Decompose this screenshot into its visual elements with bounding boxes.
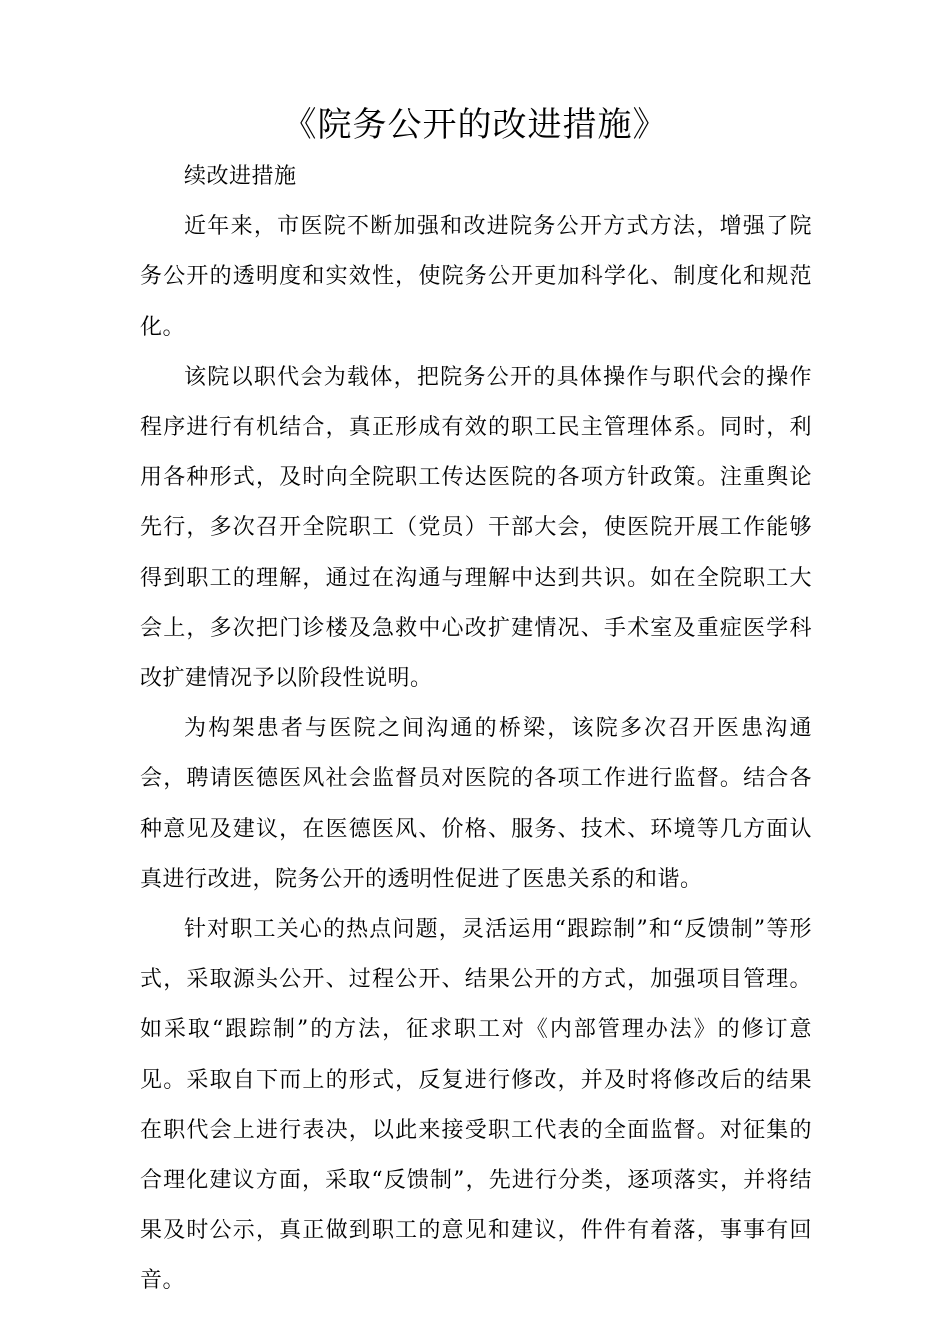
paragraph-staff-congress: 该院以职代会为载体，把院务公开的具体操作与职代会的操作程序进行有机结合，真正形成有效的职工民主管理体系。同时，利用各种形式，及时向全院职工传达医院的各项方针政策。注重舆论先行，多次召开全院职工（党员）干部大会，使医院开展工作能够得到职工的理解，通过在沟通与理解中达到共识。如在全院职工大会上，多次把门诊楼及急救中心改扩建情况、手术室及重症医学科改扩建情况予以阶段性说明。 xyxy=(140,364,812,692)
paragraph-intro: 近年来，市医院不断加强和改进院务公开方式方法，增强了院务公开的透明度和实效性，使院务公开更加科学化、制度化和规范化。 xyxy=(140,214,812,340)
paragraph-feedback: 针对职工关心的热点问题，灵活运用“跟踪制”和“反馈制”等形式，采取源头公开、过程公开、结果公开的方式，加强项目管理。如采取“跟踪制”的方法，征求职工对《内部管理办法》的修订意见。采取自下而上的形式，反复进行修改，并及时将修改后的结果在职代会上进行表决，以此来接受职工代表的全面监督。对征集的合理化建议方面，采取“反馈制”，先进行分类，逐项落实，并将结果及时公示，真正做到职工的意见和建议，件件有着落，事事有回音。 xyxy=(140,917,812,1294)
paragraph-doctor-patient: 为构架患者与医院之间沟通的桥梁，该院多次召开医患沟通会，聘请医德医风社会监督员对医院的各项工作进行监督。结合各种意见及建议，在医德医风、价格、服务、技术、环境等几方面认真进行改进，院务公开的透明性促进了医患关系的和谐。 xyxy=(140,716,812,892)
document-body xyxy=(140,152,812,1307)
paragraph-subtitle: 续改进措施 xyxy=(184,164,297,189)
document-title: 《院务公开的改进措施》 xyxy=(282,105,668,145)
